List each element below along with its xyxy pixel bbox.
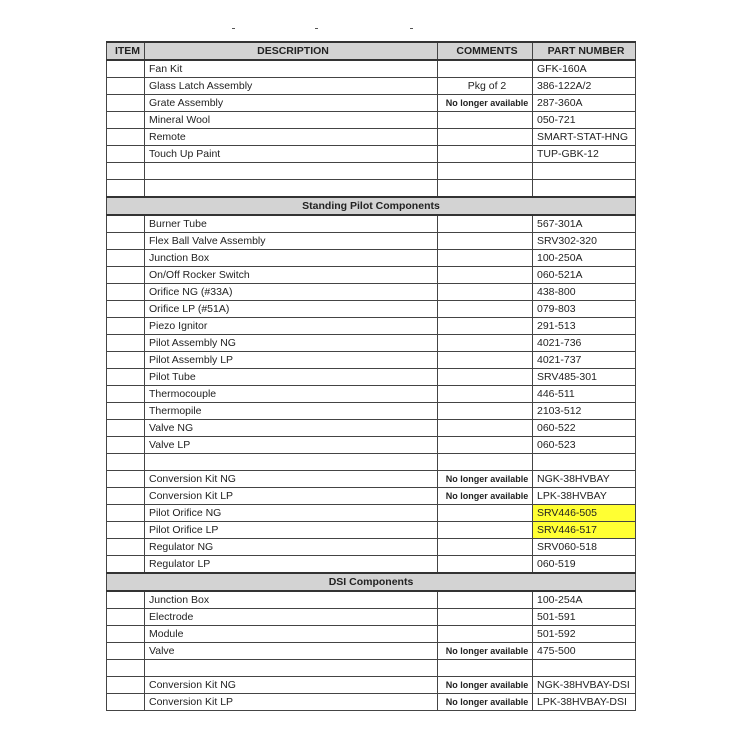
item-cell xyxy=(107,250,145,267)
blank-cell xyxy=(107,180,145,198)
part-number-cell: 100-250A xyxy=(533,250,636,267)
blank-cell xyxy=(438,454,533,471)
table-row xyxy=(107,403,636,420)
comment-cell xyxy=(438,591,533,609)
description-cell: Valve xyxy=(145,643,438,660)
item-cell xyxy=(107,677,145,694)
parts-table xyxy=(106,41,636,711)
comment-cell: Pkg of 2 xyxy=(438,78,533,95)
table-header-row xyxy=(107,42,636,60)
item-cell xyxy=(107,146,145,163)
description-cell: Orifice LP (#51A) xyxy=(145,301,438,318)
item-cell xyxy=(107,112,145,129)
description-cell: Conversion Kit LP xyxy=(145,694,438,711)
part-number-cell: TUP-GBK-12 xyxy=(533,146,636,163)
table-row xyxy=(107,369,636,386)
part-number-cell: 060-523 xyxy=(533,437,636,454)
part-number-cell: NGK-38HVBAY xyxy=(533,471,636,488)
item-cell xyxy=(107,369,145,386)
table-row xyxy=(107,267,636,284)
description-cell: Junction Box xyxy=(145,591,438,609)
comment-cell: No longer available xyxy=(438,471,533,488)
item-cell xyxy=(107,471,145,488)
item-cell xyxy=(107,318,145,335)
part-number-cell: 446-511 xyxy=(533,386,636,403)
description-cell: Burner Tube xyxy=(145,215,438,233)
part-number-cell: SRV446-517 xyxy=(533,522,636,539)
comment-cell xyxy=(438,335,533,352)
table-row xyxy=(107,318,636,335)
item-cell xyxy=(107,505,145,522)
section-title: Standing Pilot Components xyxy=(107,197,636,215)
table-row xyxy=(107,250,636,267)
blank-row xyxy=(107,454,636,471)
part-number-cell: 386-122A/2 xyxy=(533,78,636,95)
item-cell xyxy=(107,403,145,420)
header-comments: COMMENTS xyxy=(438,42,533,60)
comment-cell: No longer available xyxy=(438,95,533,112)
comment-cell: No longer available xyxy=(438,677,533,694)
item-cell xyxy=(107,694,145,711)
table-row xyxy=(107,488,636,505)
table-row xyxy=(107,146,636,163)
comment-cell xyxy=(438,284,533,301)
item-cell xyxy=(107,386,145,403)
item-cell xyxy=(107,95,145,112)
description-cell: Fan Kit xyxy=(145,60,438,78)
comment-cell xyxy=(438,301,533,318)
comment-cell xyxy=(438,60,533,78)
item-cell xyxy=(107,215,145,233)
comment-cell xyxy=(438,522,533,539)
item-cell xyxy=(107,301,145,318)
item-cell xyxy=(107,539,145,556)
table-row xyxy=(107,471,636,488)
table-row xyxy=(107,505,636,522)
description-cell: Conversion Kit NG xyxy=(145,677,438,694)
item-cell xyxy=(107,626,145,643)
part-number-cell: GFK-160A xyxy=(533,60,636,78)
comment-cell xyxy=(438,352,533,369)
description-cell: Regulator LP xyxy=(145,556,438,574)
table-row xyxy=(107,78,636,95)
description-cell: Thermopile xyxy=(145,403,438,420)
blank-cell xyxy=(533,163,636,180)
description-cell: Module xyxy=(145,626,438,643)
blank-cell xyxy=(438,660,533,677)
blank-cell xyxy=(533,660,636,677)
blank-row xyxy=(107,660,636,677)
top-margin-marks xyxy=(232,28,432,38)
part-number-cell: SRV485-301 xyxy=(533,369,636,386)
comment-cell xyxy=(438,233,533,250)
header-part-number: PART NUMBER xyxy=(533,42,636,60)
part-number-cell: 050-721 xyxy=(533,112,636,129)
table-row xyxy=(107,677,636,694)
table-row xyxy=(107,129,636,146)
item-cell xyxy=(107,78,145,95)
description-cell: Pilot Orifice NG xyxy=(145,505,438,522)
comment-cell xyxy=(438,386,533,403)
table-row xyxy=(107,609,636,626)
item-cell xyxy=(107,643,145,660)
blank-cell xyxy=(145,660,438,677)
table-row xyxy=(107,95,636,112)
part-number-cell: 475-500 xyxy=(533,643,636,660)
table-row xyxy=(107,284,636,301)
part-number-cell: 2103-512 xyxy=(533,403,636,420)
description-cell: Flex Ball Valve Assembly xyxy=(145,233,438,250)
part-number-cell: 060-521A xyxy=(533,267,636,284)
item-cell xyxy=(107,284,145,301)
table-body xyxy=(107,60,636,711)
blank-row xyxy=(107,163,636,180)
blank-cell xyxy=(107,163,145,180)
table-row xyxy=(107,437,636,454)
item-cell xyxy=(107,609,145,626)
table-row xyxy=(107,215,636,233)
comment-cell xyxy=(438,215,533,233)
table-row xyxy=(107,420,636,437)
header-item: ITEM xyxy=(107,42,145,60)
table-row xyxy=(107,352,636,369)
part-number-cell: SMART-STAT-HNG xyxy=(533,129,636,146)
description-cell: Pilot Orifice LP xyxy=(145,522,438,539)
description-cell: Junction Box xyxy=(145,250,438,267)
part-number-cell: LPK-38HVBAY-DSI xyxy=(533,694,636,711)
item-cell xyxy=(107,591,145,609)
blank-cell xyxy=(438,180,533,198)
table-row xyxy=(107,522,636,539)
table-row xyxy=(107,335,636,352)
description-cell: Valve NG xyxy=(145,420,438,437)
comment-cell xyxy=(438,146,533,163)
part-number-cell: 100-254A xyxy=(533,591,636,609)
part-number-cell: SRV302-320 xyxy=(533,233,636,250)
comment-cell xyxy=(438,420,533,437)
table-row xyxy=(107,591,636,609)
description-cell: Conversion Kit LP xyxy=(145,488,438,505)
table-row xyxy=(107,556,636,574)
part-number-cell: 4021-736 xyxy=(533,335,636,352)
part-number-cell: 567-301A xyxy=(533,215,636,233)
comment-cell xyxy=(438,556,533,574)
blank-cell xyxy=(438,163,533,180)
comment-cell xyxy=(438,609,533,626)
table-row xyxy=(107,386,636,403)
table-row xyxy=(107,626,636,643)
comment-cell: No longer available xyxy=(438,488,533,505)
part-number-cell: 079-803 xyxy=(533,301,636,318)
blank-row xyxy=(107,180,636,198)
description-cell: Mineral Wool xyxy=(145,112,438,129)
table-row xyxy=(107,112,636,129)
item-cell xyxy=(107,488,145,505)
item-cell xyxy=(107,233,145,250)
comment-cell xyxy=(438,250,533,267)
description-cell: Electrode xyxy=(145,609,438,626)
part-number-cell: 501-592 xyxy=(533,626,636,643)
description-cell: Grate Assembly xyxy=(145,95,438,112)
comment-cell xyxy=(438,112,533,129)
comment-cell xyxy=(438,403,533,420)
table-row xyxy=(107,539,636,556)
part-number-cell: 291-513 xyxy=(533,318,636,335)
section-header-row xyxy=(107,197,636,215)
table-row xyxy=(107,60,636,78)
description-cell: Valve LP xyxy=(145,437,438,454)
comment-cell xyxy=(438,318,533,335)
comment-cell xyxy=(438,437,533,454)
blank-cell xyxy=(533,454,636,471)
description-cell: Remote xyxy=(145,129,438,146)
item-cell xyxy=(107,437,145,454)
description-cell: Regulator NG xyxy=(145,539,438,556)
blank-cell xyxy=(107,454,145,471)
part-number-cell: 438-800 xyxy=(533,284,636,301)
blank-cell xyxy=(533,180,636,198)
item-cell xyxy=(107,420,145,437)
description-cell: Conversion Kit NG xyxy=(145,471,438,488)
header-description: DESCRIPTION xyxy=(145,42,438,60)
item-cell xyxy=(107,352,145,369)
part-number-cell: 060-519 xyxy=(533,556,636,574)
part-number-cell: 060-522 xyxy=(533,420,636,437)
description-cell: Touch Up Paint xyxy=(145,146,438,163)
item-cell xyxy=(107,267,145,284)
description-cell: Orifice NG (#33A) xyxy=(145,284,438,301)
table-row xyxy=(107,233,636,250)
item-cell xyxy=(107,129,145,146)
comment-cell xyxy=(438,505,533,522)
description-cell: Piezo Ignitor xyxy=(145,318,438,335)
item-cell xyxy=(107,556,145,574)
part-number-cell: 287-360A xyxy=(533,95,636,112)
comment-cell: No longer available xyxy=(438,643,533,660)
comment-cell: No longer available xyxy=(438,694,533,711)
section-header-row xyxy=(107,573,636,591)
comment-cell xyxy=(438,369,533,386)
blank-cell xyxy=(145,180,438,198)
description-cell: On/Off Rocker Switch xyxy=(145,267,438,284)
comment-cell xyxy=(438,539,533,556)
blank-cell xyxy=(145,454,438,471)
part-number-cell: NGK-38HVBAY-DSI xyxy=(533,677,636,694)
table-row xyxy=(107,694,636,711)
table-row xyxy=(107,301,636,318)
item-cell xyxy=(107,522,145,539)
comment-cell xyxy=(438,626,533,643)
comment-cell xyxy=(438,267,533,284)
item-cell xyxy=(107,60,145,78)
description-cell: Thermocouple xyxy=(145,386,438,403)
comment-cell xyxy=(438,129,533,146)
description-cell: Glass Latch Assembly xyxy=(145,78,438,95)
part-number-cell: 4021-737 xyxy=(533,352,636,369)
table-row xyxy=(107,643,636,660)
part-number-cell: SRV446-505 xyxy=(533,505,636,522)
part-number-cell: SRV060-518 xyxy=(533,539,636,556)
description-cell: Pilot Assembly NG xyxy=(145,335,438,352)
section-title: DSI Components xyxy=(107,573,636,591)
part-number-cell: LPK-38HVBAY xyxy=(533,488,636,505)
item-cell xyxy=(107,335,145,352)
blank-cell xyxy=(145,163,438,180)
blank-cell xyxy=(107,660,145,677)
description-cell: Pilot Tube xyxy=(145,369,438,386)
part-number-cell: 501-591 xyxy=(533,609,636,626)
description-cell: Pilot Assembly LP xyxy=(145,352,438,369)
